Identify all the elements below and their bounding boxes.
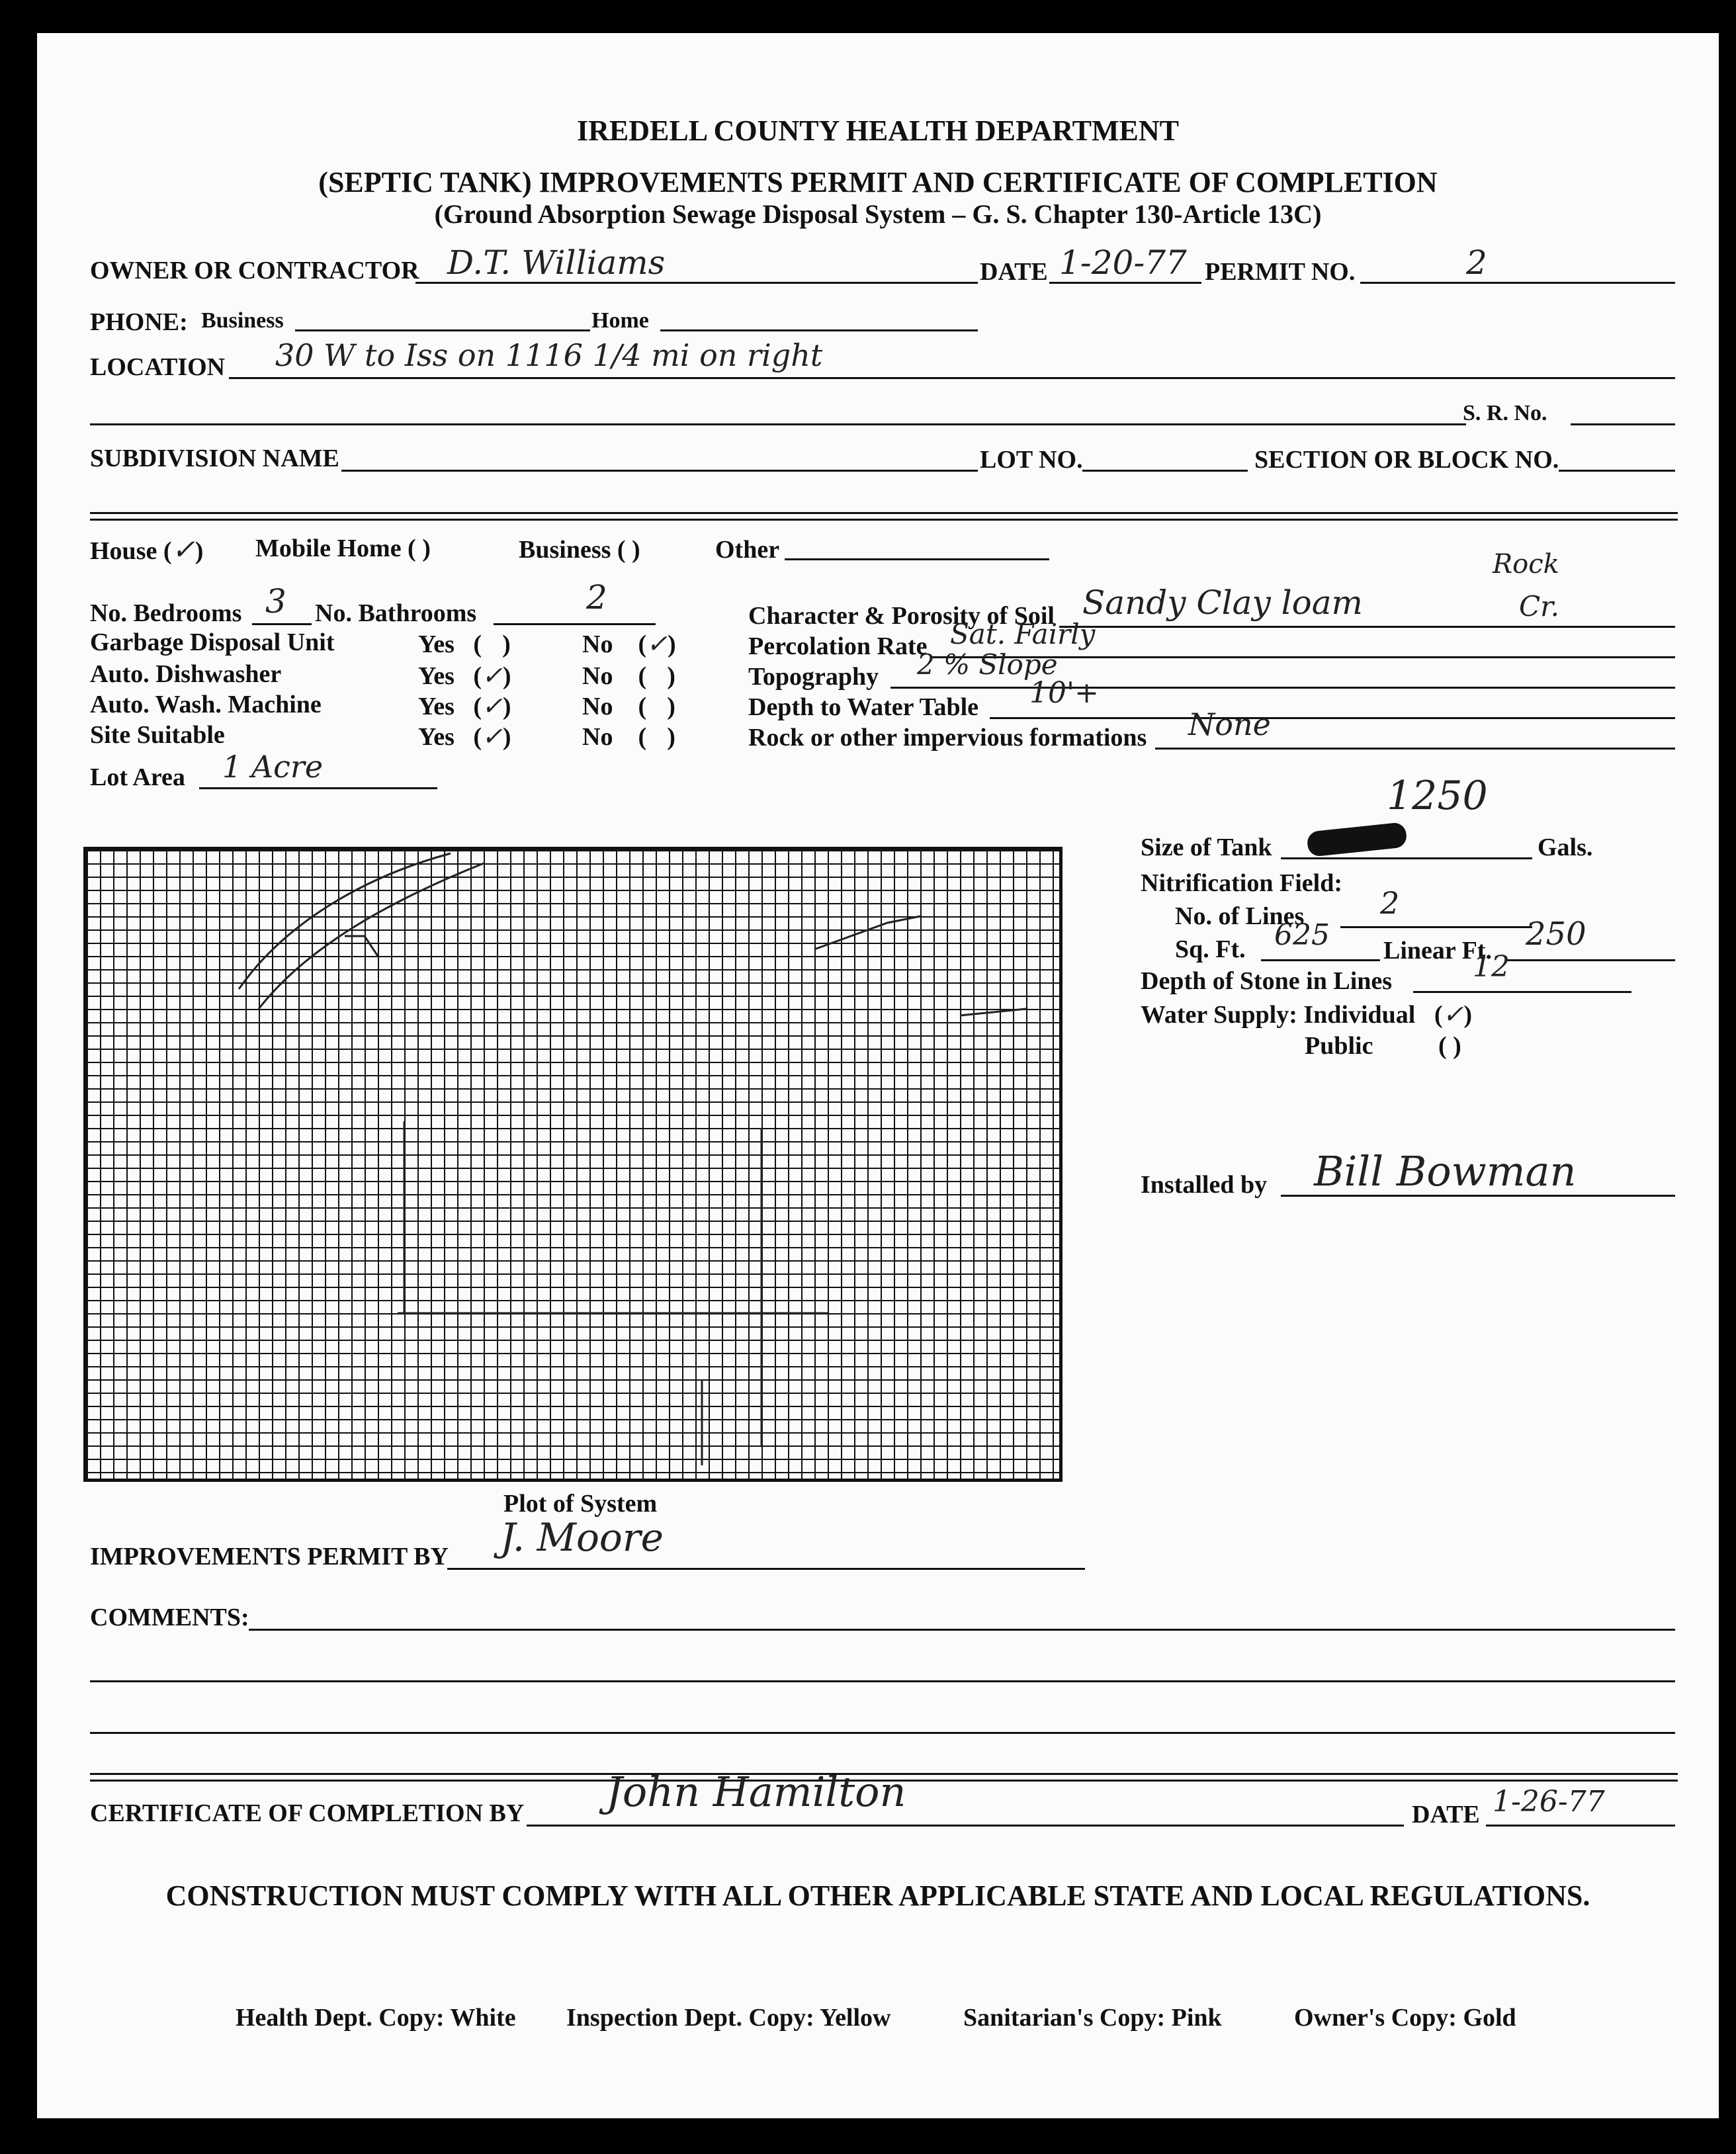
owner-value: D.T. Williams <box>447 243 666 282</box>
cert-date-label: DATE <box>1412 1801 1480 1829</box>
soil-extra-2: Cr. <box>1519 590 1559 623</box>
topography-label: Topography <box>748 663 879 691</box>
tank-line <box>1281 857 1532 859</box>
copy-health-dept: Health Dept. Copy: White <box>236 2004 516 2032</box>
certificate-by-label: CERTIFICATE OF COMPLETION BY <box>90 1799 525 1827</box>
subdivision-label: SUBDIVISION NAME <box>90 445 339 472</box>
plot-sketch <box>87 850 1059 1479</box>
house-check: ✓ <box>171 533 195 566</box>
topography-line <box>890 687 1675 689</box>
rock-value: None <box>1188 707 1271 742</box>
section-line <box>1559 470 1675 472</box>
stone-line <box>1413 991 1631 993</box>
business-option: Business ( ) <box>519 536 640 564</box>
comments-line-1 <box>249 1629 1675 1631</box>
bedrooms-value: 3 <box>265 582 286 621</box>
divider-bottom <box>90 519 1678 521</box>
owner-label: OWNER OR CONTRACTOR <box>90 257 419 284</box>
copy-inspection-dept: Inspection Dept. Copy: Yellow <box>566 2004 891 2032</box>
sr-no-label: S. R. No. <box>1463 401 1547 425</box>
linear-line <box>1506 959 1675 961</box>
date-line <box>1049 282 1201 284</box>
gals-label: Gals. <box>1538 834 1593 861</box>
garbage-label: Garbage Disposal Unit <box>90 628 335 656</box>
section-label: SECTION OR BLOCK NO. <box>1254 446 1559 474</box>
nitrification-label: Nitrification Field: <box>1141 869 1342 897</box>
permit-form <box>37 33 1719 2118</box>
installed-by-value: Bill Bowman <box>1314 1147 1577 1195</box>
rock-line <box>1155 748 1675 750</box>
percolation-label: Percolation Rate <box>748 632 928 660</box>
mobile-home-option: Mobile Home ( ) <box>255 535 431 562</box>
lines-label: No. of Lines <box>1175 902 1305 930</box>
lines-value: 2 <box>1380 885 1400 921</box>
improvements-by-value: J. Moore <box>500 1515 664 1560</box>
sqft-label: Sq. Ft. <box>1175 935 1246 963</box>
soil-label: Character & Porosity of Soil <box>748 602 1055 630</box>
other-line <box>785 558 1049 560</box>
subdivision-line <box>341 470 978 472</box>
water-table-label: Depth to Water Table <box>748 693 979 721</box>
bathrooms-line <box>494 623 656 625</box>
water-table-value: 10'+ <box>1029 676 1099 710</box>
lot-no-line <box>1082 470 1248 472</box>
home-phone-label: Home <box>591 308 649 333</box>
permit-no-value: 2 <box>1466 243 1487 282</box>
installed-by-label: Installed by <box>1141 1171 1268 1199</box>
water-supply-label: Water Supply: Individual (✓) <box>1141 1000 1473 1029</box>
wash-machine-no: No ( ) <box>582 693 675 720</box>
location-line-2 <box>90 423 1466 425</box>
improvements-by-line <box>447 1568 1085 1570</box>
site-yes: Yes (✓) <box>418 722 511 751</box>
comments-line-2 <box>90 1680 1675 1682</box>
home-phone-line <box>660 329 978 331</box>
copy-sanitarian: Sanitarian's Copy: Pink <box>963 2004 1222 2032</box>
topography-value: 2 % Slope <box>917 648 1058 681</box>
stone-value: 12 <box>1473 950 1510 984</box>
location-line <box>229 377 1675 379</box>
department-title: IREDELL COUNTY HEALTH DEPARTMENT <box>577 114 1179 147</box>
public-check: ( ) <box>1438 1032 1461 1060</box>
garbage-yes: Yes ( ) <box>418 630 511 658</box>
rock-label: Rock or other impervious formations <box>748 724 1147 752</box>
bedrooms-label: No. Bedrooms <box>90 599 242 627</box>
business-phone-label: Business <box>201 308 284 333</box>
tank-label: Size of Tank <box>1141 834 1272 861</box>
garbage-no: No (✓) <box>582 629 676 658</box>
wash-machine-yes-check: ✓ <box>482 691 503 720</box>
lines-line <box>1340 926 1532 928</box>
form-subtitle: (Ground Absorption Sewage Disposal System – G. S. Chapter 130-Article 13C) <box>434 199 1322 229</box>
water-individual-check: ✓ <box>1442 1000 1464 1029</box>
certificate-by-line <box>527 1825 1404 1827</box>
copy-owner: Owner's Copy: Gold <box>1294 2004 1516 2032</box>
dishwasher-yes-check: ✓ <box>482 661 503 690</box>
dishwasher-label: Auto. Dishwasher <box>90 660 282 688</box>
house-label: House (✓) <box>90 533 204 566</box>
lot-area-value: 1 Acre <box>222 749 324 785</box>
percolation-value: Sat. Fairly <box>950 618 1096 650</box>
bedrooms-line <box>252 623 312 625</box>
water-table-line <box>990 717 1675 719</box>
phone-label: PHONE: <box>90 308 188 336</box>
sqft-value: 625 <box>1274 918 1330 952</box>
site-suitable-label: Site Suitable <box>90 721 225 749</box>
compliance-notice: CONSTRUCTION MUST COMPLY WITH ALL OTHER APPLICABLE STATE AND LOCAL REGULATIONS. <box>165 1879 1590 1912</box>
bathrooms-value: 2 <box>586 578 607 617</box>
business-phone-line <box>295 329 590 331</box>
cert-date-line <box>1486 1825 1675 1827</box>
garbage-no-check: ✓ <box>646 629 668 658</box>
wash-machine-yes: Yes (✓) <box>418 691 511 720</box>
comments-line-3 <box>90 1732 1675 1734</box>
cert-date-value: 1-26-77 <box>1493 1785 1605 1819</box>
bathrooms-label: No. Bathrooms <box>315 599 477 627</box>
site-no: No ( ) <box>582 723 675 751</box>
divider-top <box>90 512 1678 514</box>
lot-area-line <box>199 787 437 789</box>
plot-grid <box>83 847 1063 1482</box>
location-value: 30 W to Iss on 1116 1/4 mi on right <box>275 337 823 373</box>
permit-no-line <box>1360 282 1675 284</box>
soil-value: Sandy Clay loam <box>1082 583 1363 622</box>
tank-value: 1250 <box>1387 773 1488 819</box>
lot-area-label: Lot Area <box>90 763 185 791</box>
lot-no-label: LOT NO. <box>980 446 1083 474</box>
improvements-by-label: IMPROVEMENTS PERMIT BY <box>90 1543 449 1571</box>
linear-value: 250 <box>1526 916 1586 953</box>
date-value: 1-20-77 <box>1059 243 1187 282</box>
owner-line <box>415 282 978 284</box>
soil-extra: Rock <box>1493 549 1559 580</box>
public-label: Public <box>1305 1032 1373 1060</box>
permit-no-label: PERMIT NO. <box>1205 258 1356 286</box>
wash-machine-label: Auto. Wash. Machine <box>90 691 322 718</box>
stone-label: Depth of Stone in Lines <box>1141 967 1393 995</box>
sqft-line <box>1261 959 1380 961</box>
comments-label: COMMENTS: <box>90 1604 249 1631</box>
soil-line <box>1059 626 1675 628</box>
location-label: LOCATION <box>90 353 226 381</box>
linear-label: Linear Ft. <box>1383 937 1492 965</box>
sr-no-line <box>1571 423 1675 425</box>
other-label: Other <box>715 536 780 564</box>
plot-caption: Plot of System <box>503 1490 658 1518</box>
tank-strikeout <box>1306 822 1407 857</box>
dishwasher-yes: Yes (✓) <box>418 661 511 690</box>
site-yes-check: ✓ <box>482 722 503 751</box>
permit-title: (SEPTIC TANK) IMPROVEMENTS PERMIT AND CERTIFICATE OF COMPLETION <box>318 166 1438 198</box>
dishwasher-no: No ( ) <box>582 662 675 690</box>
date-label: DATE <box>980 258 1048 286</box>
certificate-by-value: John Hamilton <box>606 1768 906 1816</box>
